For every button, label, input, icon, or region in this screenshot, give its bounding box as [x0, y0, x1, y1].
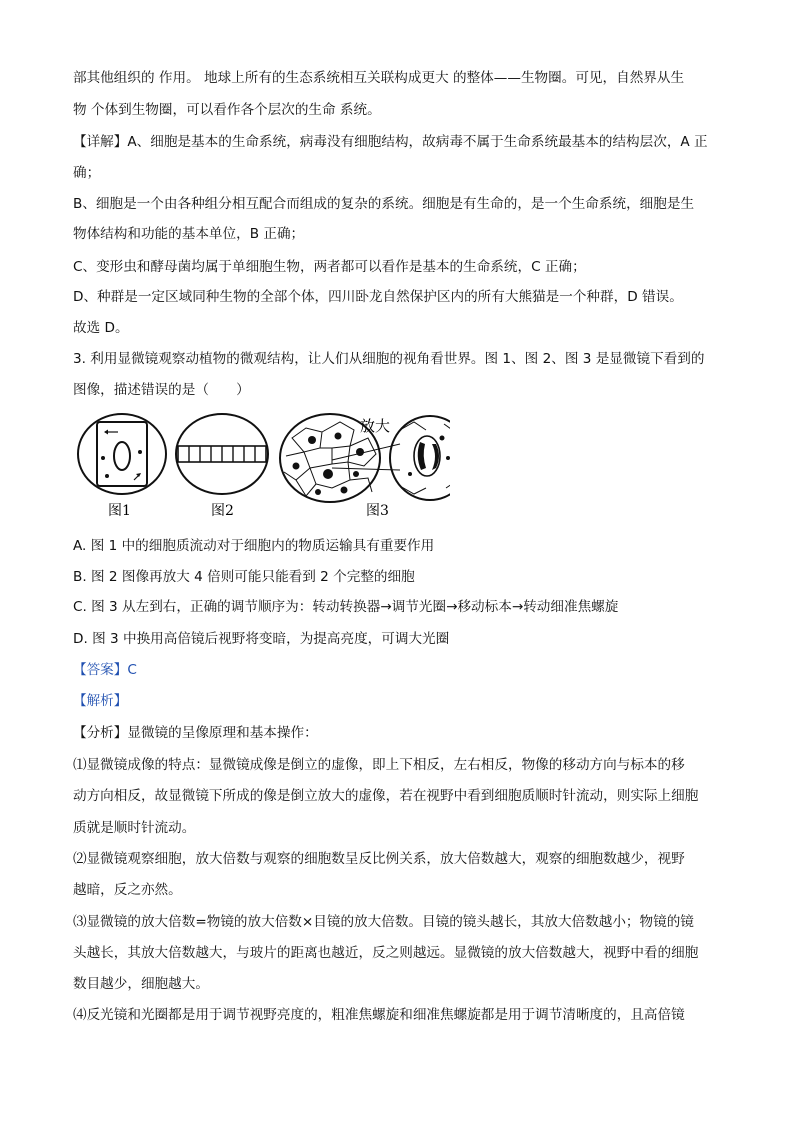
analysis-line: 质就是顺时针流动。	[73, 820, 196, 836]
analysis-line: 动方向相反，故显微镜下所成的像是倒立放大的虚像，若在视野中看到细胞质顺时针流动，则实际上细胞	[73, 788, 699, 804]
text-line: 物体结构和功能的基本单位，B 正确；	[73, 226, 305, 242]
text-line: 部其他组织的 作用。 地球上所有的生态系统相互关联构成更大 的整体——生物圈。可见，自然界从生	[73, 70, 685, 86]
question-stem: 3. 利用显微镜观察动植物的微观结构，让人们从细胞的视角看世界。图 1、图 2、图 3 是显微镜下看到的	[73, 351, 705, 367]
option-a: A. 图 1 中的细胞质流动对于细胞内的物质运输具有重要作用	[73, 538, 435, 554]
text-line: 确；	[73, 165, 101, 181]
option-c: C. 图 3 从左到右，正确的调节顺序为：转动转换器→调节光圈→移动标本→转动细准焦螺旋	[73, 599, 619, 615]
figure-3-high-power-view	[390, 416, 450, 500]
analysis-line: 【分析】显微镜的呈像原理和基本操作：	[73, 725, 318, 741]
answer-label: 【答案】C	[73, 662, 137, 678]
figure-3-caption: 图3	[366, 503, 389, 519]
analysis-line: 越暗，反之亦然。	[73, 882, 182, 898]
text-line: C、变形虫和酵母菌均属于单细胞生物，两者都可以看作是基本的生命系统，C 正确；	[73, 259, 586, 275]
magnify-label: 放大	[360, 417, 391, 435]
analysis-heading: 【解析】	[73, 693, 128, 709]
text-line: 【详解】A、细胞是基本的生命系统，病毒没有细胞结构，故病毒不属于生命系统最基本的结构层次，A 正	[73, 134, 708, 150]
text-line: 物 个体到生物圈，可以看作各个层次的生命 系统。	[73, 102, 381, 118]
question-stem: 图像，描述错误的是（ ）	[73, 382, 250, 398]
analysis-line: ⑵显微镜观察细胞，放大倍数与观察的细胞数呈反比例关系，放大倍数越大，观察的细胞数越少，视野	[73, 851, 685, 867]
analysis-line: 数目越少，细胞越大。	[73, 976, 209, 992]
text-line: D、种群是一定区域同种生物的全部个体，四川卧龙自然保护区内的所有大熊猫是一个种群，D 错误。	[73, 289, 683, 305]
option-b: B. 图 2 图像再放大 4 倍则可能只能看到 2 个完整的细胞	[73, 569, 415, 585]
option-d: D. 图 3 中换用高倍镜后视野将变暗，为提高亮度，可调大光圈	[73, 631, 450, 647]
microscope-figure-svg	[70, 408, 450, 528]
figure-1-view	[78, 414, 166, 494]
analysis-line: 头越长，其放大倍数越大，与玻片的距离也越近，反之则越远。显微镜的放大倍数越大，视野中看的细胞	[73, 945, 699, 961]
text-line: 故选 D。	[73, 320, 129, 336]
analysis-line: ⑷反光镜和光圈都是用于调节视野亮度的，粗准焦螺旋和细准焦螺旋都是用于调节清晰度的，且高倍镜	[73, 1007, 685, 1023]
figure-1-caption: 图1	[108, 503, 131, 519]
analysis-line: ⑴显微镜成像的特点：显微镜成像是倒立的虚像，即上下相反，左右相反，物像的移动方向与标本的移	[73, 757, 685, 773]
text-line: B、细胞是一个由各种组分相互配合而组成的复杂的系统。细胞是有生命的，是一个生命系统，细胞是生	[73, 196, 695, 212]
microscope-figure	[70, 408, 450, 528]
figure-2-caption: 图2	[211, 503, 234, 519]
figure-2-view	[176, 414, 268, 494]
analysis-line: ⑶显微镜的放大倍数=物镜的放大倍数×目镜的放大倍数。目镜的镜头越长，其放大倍数越小；物镜的镜	[73, 914, 694, 930]
